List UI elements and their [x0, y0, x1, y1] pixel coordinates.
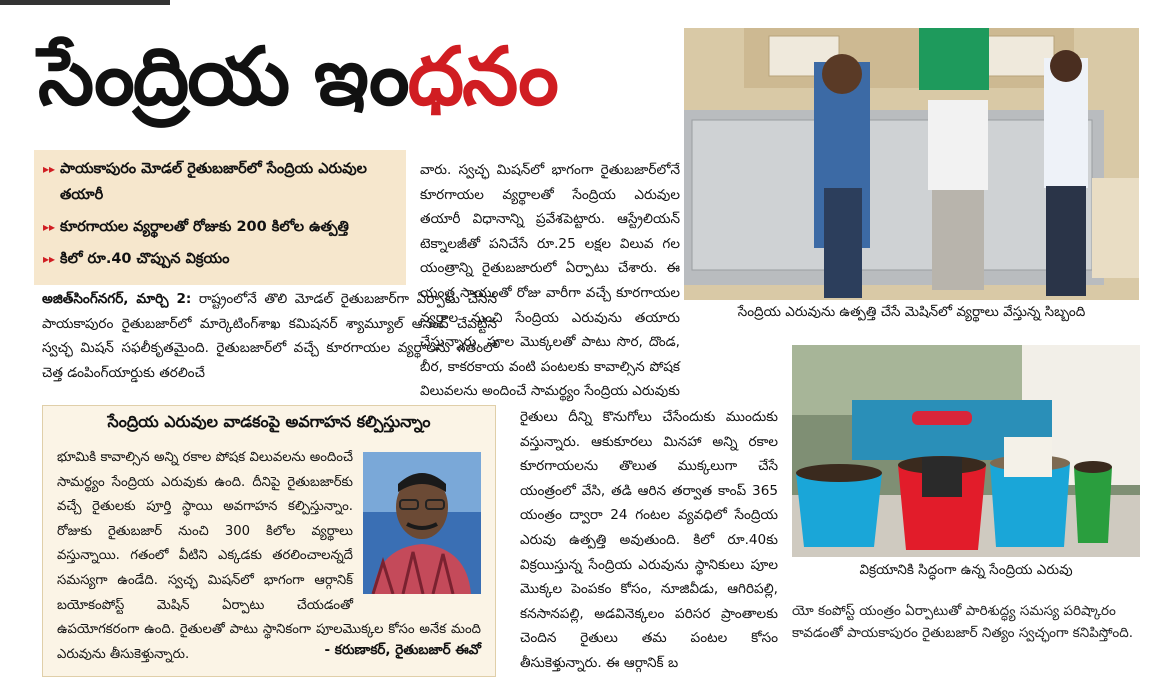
quote-author: - కరుణాకర్, రైతుబజార్ ఈవో	[324, 642, 481, 658]
photo1-caption: సేంద్రియ ఎరువును ఉత్పత్తి చేసే మెషిన్‌లో వ్యర్థాలు వేస్తున్న సిబ్బంది	[737, 304, 1086, 320]
quote-box	[42, 405, 496, 677]
headline	[38, 22, 557, 132]
photo2-caption: విక్రయానికి సిద్ధంగా ఉన్న సేంద్రియ ఎరువు	[859, 562, 1073, 578]
top-rule	[0, 0, 170, 5]
highlight-item: ▸▸ కిలో రూ.40 చొప్పున విక్రయం	[38, 246, 398, 272]
middle-text: వారు. స్వచ్ఛ మిషన్‌లో భాగంగా రైతుబజార్‌లోనే కూరగాయల వ్యర్థాలతో సేంద్రియ ఎరువుల తయారీ విధానాన్ని ప్రవేశపెట్టారు. ఆస్ట్రేలియన్ టెక్నాలజీతో పనిచేసే రూ.25 లక్షల విలువ గల యంత్రాన్ని రైతుబజారులో ఏర్పాటు చేశారు. ఈ యంత్ర సాయంతో రోజు వారీగా వచ్చే కూరగాయల వ్యర్థాల నుంచి సేంద్రియ ఎరువును తయారు చేస్తున్నారు. పూల మొక్కలతో పాటు సొర, దొండ, బీర, కాకరకాయ వంటి పంటలకు కావాల్సిన పోషక విలువలను అందించే సామర్థ్యం సేంద్రియ ఎరువుకు	[420, 162, 680, 400]
double-arrow-icon: ▸▸	[43, 220, 56, 234]
highlights-box	[34, 150, 406, 285]
portrait-photo	[363, 452, 481, 594]
dateline: అజిత్‌సింగ్‌నగర్, మార్చి 2:	[42, 291, 192, 307]
story-column-middle	[420, 158, 680, 429]
highlight-item: ▸▸ పాయకాపురం మోడల్ రైతుబజార్‌లో సేంద్రియ ఎరువుల తయారీ	[38, 156, 398, 208]
story-column-lower	[520, 405, 778, 676]
quote-body: భూమికి కావాల్సిన అన్ని రకాల పోషక విలువలను అందించే సామర్థ్యం సేంద్రియ ఎరువుకు ఉంది. దీనిపై రైతుబజార్‌కు వచ్చే రైతులకు పూర్తి స్థాయి అవగాహన కల్పిస్తున్నాం. రోజుకు రైతుబజార్ నుంచి 300 కిలోల వ్యర్థాలు వస్తున్నాయి. గతంలో వీటిని ఎక్కడకు తరలించాలన్నదే సమస్యగా ఉండేది. స్వచ్ఛ మిషన్‌లో భాగంగా ఆర్గానిక్ బయోకంపోస్ట్ మెషిన్ ఏర్పాటు చేయడంతో ఉపయోగకరంగా ఉంది. రైతులతో పాటు స్థానికంగా పూలమొక్కల కోసం అనేక మంది ఎరువును తీసుకెళ్తున్నారు.	[57, 450, 481, 662]
compost-buckets-photo	[792, 345, 1140, 557]
compost-machine-photo	[684, 28, 1139, 300]
lead-text: రాష్ట్రంలోనే తొలి మోడల్ రైతుబజార్‌గా ఏర్పాటు చేసిన పాయకాపురం రైతుబజార్‌లో మార్కెటింగ్‌శాఖ కమిషనర్ శ్యామ్యూల్ ఆనంద్ చేపట్టిన స్వచ్ఛ మిషన్ సఫలీకృతమైంది. రైతుబజార్‌లో వచ్చే కూరగాయల వ్యర్థాలను గతంలో చెత్త డంపింగ్‌యార్డుకు తరలించే	[42, 291, 497, 381]
lower-text: రైతులు దీన్ని కొనుగోలు చేసేందుకు ముందుకు వస్తున్నారు. ఆకుకూరలు మినహా అన్ని రకాల కూరగాయలను తొలుత ముక్కలుగా చేసే యంత్రంలో వేసి, తడి ఆరిన తర్వాత కాంప్ 365 యంత్రం ద్వారా 24 గంటల వ్యవధిలో సేంద్రియ ఎరువు ఉత్పత్తి అవుతుంది. కిలో రూ.40కు విక్రయిస్తున్న సేంద్రియ ఎరువును స్థానికులు పూల మొక్కల పెంపకం కోసం, నూజివీడు, ఆగిరిపల్లి, కనసానపల్లి, అడవినెక్కలం పరిసర ప్రాంతాలకు చెందిన రైతులు తమ పంటల కోసం తీసుకెళ్తున్నారు. ఈ ఆర్గానిక్ బ	[520, 409, 778, 671]
headline-red: ధనం	[407, 30, 557, 123]
quote-title: సేంద్రియ ఎరువుల వాడకంపై అవగాహన కల్పిస్తున్నాం	[107, 412, 431, 431]
highlight-item: ▸▸ కూరగాయల వ్యర్థాలతో రోజుకు 200 కిలోల ఉత్పత్తి	[38, 214, 398, 240]
double-arrow-icon: ▸▸	[43, 162, 56, 176]
double-arrow-icon: ▸▸	[43, 252, 56, 266]
headline-black: సేంద్రియ ఇం	[38, 30, 408, 123]
closing-note: యో కంపోస్ట్ యంత్రం ఏర్పాటుతో పారిశుద్ధ్య సమస్య పరిష్కారం కావడంతో పాయకాపురం రైతుబజార్ నిత్యం స్వచ్ఛంగా కనిపిస్తోంది.	[792, 603, 1134, 641]
